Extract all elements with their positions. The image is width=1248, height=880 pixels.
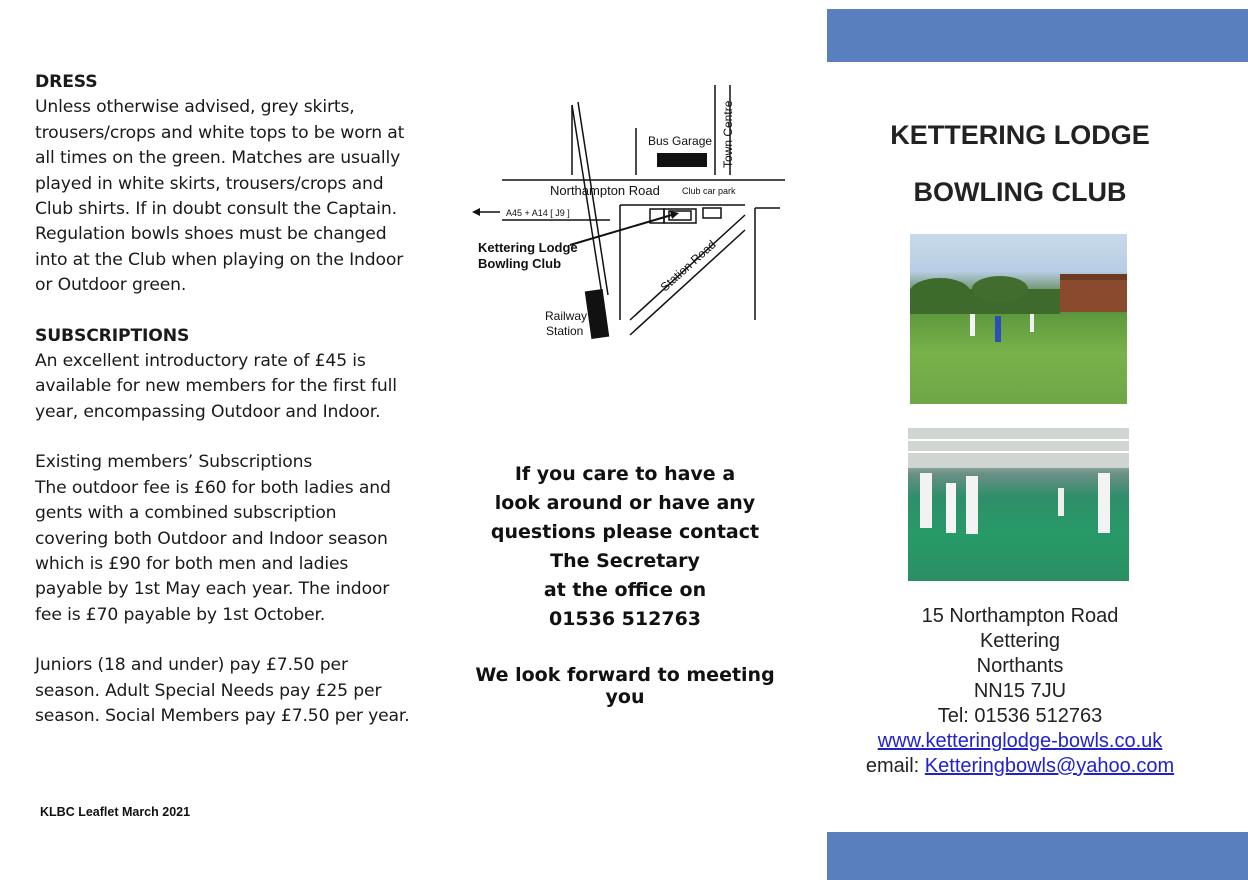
map-label-club-car-park: Club car park (682, 186, 736, 196)
contact-line-4: The Secretary (550, 550, 700, 572)
leaflet-date-note: KLBC Leaflet March 2021 (40, 805, 191, 819)
dress-heading: DRESS (35, 72, 98, 92)
map-label-bus-garage: Bus Garage (648, 134, 713, 148)
club-title-line-2: BOWLING CLUB (913, 177, 1127, 207)
telephone: Tel: 01536 512763 (937, 705, 1103, 727)
contact-line-5: at the office on (543, 579, 707, 601)
bus-garage-block (657, 153, 707, 167)
map-label-club-line2: Bowling Club (478, 256, 562, 271)
club-address (835, 604, 1205, 779)
address-postcode: NN15 7JU (973, 680, 1067, 702)
header-color-band (827, 9, 1248, 62)
map-label-northampton-road: Northampton Road (550, 183, 660, 198)
subscriptions-text: An excellent introductory rate of £45 is available for new members for the first full year, encompassing Outdoor and Indoor. (35, 351, 397, 422)
map-label-station: Station (546, 324, 584, 338)
closing-message: We look forward to meeting you (475, 664, 775, 708)
address-line-3: Northants (976, 655, 1064, 677)
contact-line-3: questions please contact (490, 521, 760, 543)
map-label-station-road: Station Road (657, 237, 719, 295)
address-line-2: Kettering (979, 630, 1061, 652)
subscriptions-heading: SUBSCRIPTIONS (35, 325, 190, 346)
indoor-green-photo (908, 428, 1129, 581)
existing-members-heading: Existing members’ Subscriptions (35, 452, 313, 473)
contact-line-2: look around or have any (494, 492, 756, 514)
footer-color-band (827, 832, 1248, 880)
address-line-1: 15 Northampton Road (921, 605, 1119, 627)
map-label-railway: Railway (545, 309, 588, 323)
contact-line-1: If you care to have a (514, 463, 736, 485)
existing-members-text: The outdoor fee is £60 for both ladies and gents with a combined subscription covering both Outdoor and Indoor season which is £90 for both men and ladies payable by 1st May each year. The indoor fee is £70 payable by 1st October. (35, 477, 391, 625)
club-title-line-1: KETTERING LODGE (890, 120, 1150, 150)
contact-phone: 01536 512763 (548, 608, 702, 630)
website-link[interactable]: www.ketteringlodge-bowls.co.uk (877, 730, 1163, 752)
map-label-a45-a14: A45 + A14 [ J9 ] (506, 208, 570, 218)
contact-message (460, 460, 790, 634)
email-label: email: (865, 755, 920, 777)
juniors-text: Juniors (18 and under) pay £7.50 per season. Adult Special Needs pay £25 per season. Social Members pay £7.50 per year. (35, 655, 410, 726)
map-label-town-centre: Town Centre (721, 100, 735, 168)
info-column (35, 70, 410, 729)
railway-station-block (585, 289, 610, 339)
location-map (460, 80, 800, 355)
email-link[interactable]: Ketteringbowls@yahoo.com (924, 755, 1175, 777)
map-label-club-line1: Kettering Lodge (478, 240, 578, 255)
outdoor-green-photo (910, 234, 1127, 404)
dress-text: Unless otherwise advised, grey skirts, trousers/crops and white tops to be worn at all times on the green. Matches are usually played in white skirts, trousers/crops and Club shirts. If in doubt consult the Captain. Regulation bowls shoes must be changed into at the Club when playing on the Indoor or Outdoor green. (35, 97, 405, 296)
